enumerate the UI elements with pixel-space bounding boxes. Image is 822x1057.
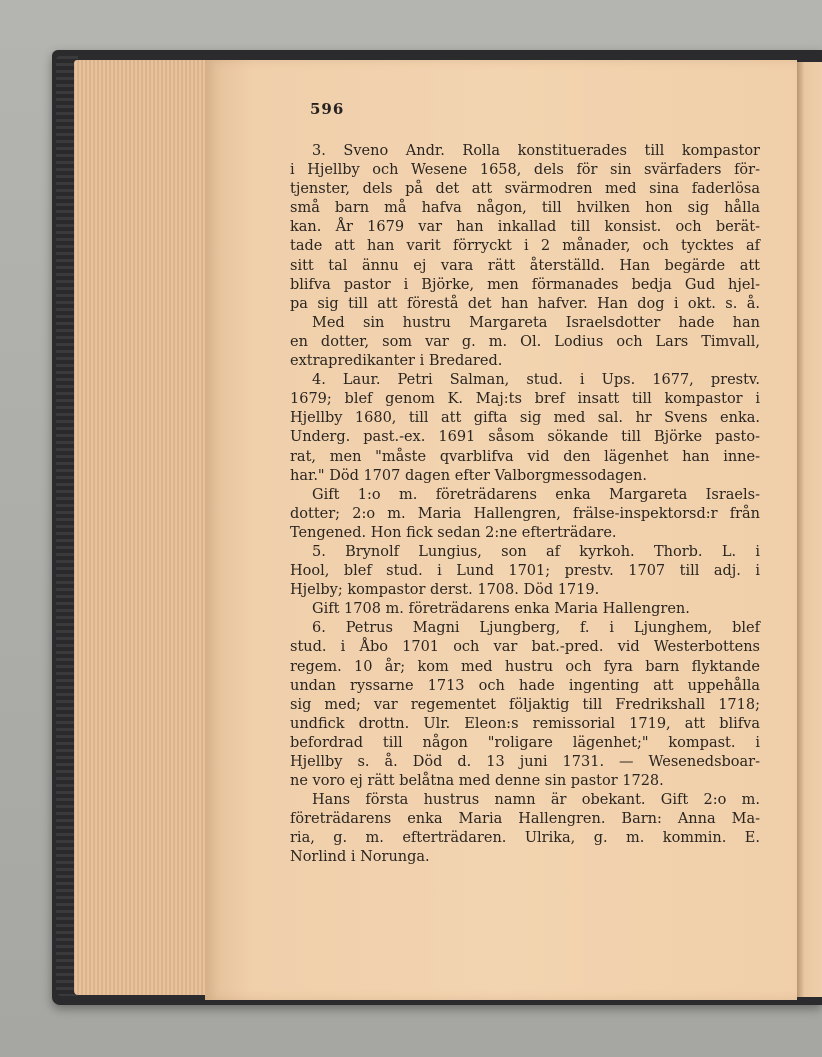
text-line: Med sin hustru Margareta Israelsdotter hade han <box>312 314 760 331</box>
text-line: sitt tal ännu ej vara rätt återställd. Han begärde att <box>290 257 760 274</box>
text-line: kan. År 1679 var han inkallad till konsist. och berät- <box>290 219 760 236</box>
text-line: ria, g. m. efterträdaren. Ulrika, g. m. kommin. E. <box>290 830 760 847</box>
text-line: Hool, blef stud. i Lund 1701; prestv. 1707 till adj. i <box>290 563 760 580</box>
page-number: 596 <box>310 100 345 118</box>
text-line: Gift 1708 m. företrädarens enka Maria Hallengren. <box>312 601 690 618</box>
text-line: regem. 10 år; kom med hustru och fyra barn flyktande <box>290 658 760 675</box>
text-line: undfick drottn. Ulr. Eleon:s remissorial 1719, att blifva <box>290 715 760 732</box>
text-line: Gift 1:o m. företrädarens enka Margareta Israels- <box>312 486 760 503</box>
text-line: tjenster, dels på det att svärmodren med sina faderlösa <box>290 181 760 198</box>
text-line: har." Död 1707 dagen efter Valborgmessodagen. <box>290 467 647 484</box>
text-line: extrapredikanter i Bredared. <box>290 353 503 370</box>
text-line: Norlind i Norunga. <box>290 849 430 866</box>
text-line: en dotter, som var g. m. Ol. Lodius och Lars Timvall, <box>290 333 760 350</box>
text-line: undan ryssarne 1713 och hade ingenting att uppehålla <box>290 677 760 694</box>
text-line: dotter; 2:o m. Maria Hallengren, frälse-inspektorsd:r från <box>290 505 760 522</box>
text-line: i Hjellby och Wesene 1658, dels för sin svärfaders för- <box>290 162 760 179</box>
text-line: ne voro ej rätt belåtna med denne sin pastor 1728. <box>290 773 664 790</box>
text-line: 1679; blef genom K. Maj:ts bref insatt till kompastor i <box>290 391 760 408</box>
text-line: 5. Brynolf Lungius, son af kyrkoh. Thorb. L. i <box>312 543 760 560</box>
text-line: 4. Laur. Petri Salman, stud. i Ups. 1677, prestv. <box>312 372 760 389</box>
text-line: företrädarens enka Maria Hallengren. Barn: Anna Ma- <box>290 811 760 828</box>
text-line: 3. Sveno Andr. Rolla konstituerades till kompastor <box>312 143 760 159</box>
text-line: Hjellby 1680, till att gifta sig med sal. hr Svens enka. <box>290 410 760 427</box>
text-body <box>290 142 760 868</box>
text-line: sig med; var regementet följaktig till Fredrikshall 1718; <box>290 696 760 713</box>
text-line: pa sig till att förestå det han hafver. Han dog i okt. s. å. <box>290 295 760 312</box>
text-line: Tengened. Hon fick sedan 2:ne efterträdare. <box>290 524 617 541</box>
text-line: rat, men "måste qvarblifva vid den lägenhet han inne- <box>290 448 760 465</box>
text-line: tade att han varit förryckt i 2 månader, och tycktes af <box>290 238 760 255</box>
page-edges-stack <box>74 60 214 995</box>
text-line: Underg. past.-ex. 1691 såsom sökande till Björke pasto- <box>290 429 760 446</box>
text-line: Hjellby s. å. Död d. 13 juni 1731. — Wesenedsboar- <box>290 754 760 770</box>
text-line: Hjelby; kompastor derst. 1708. Död 1719. <box>290 582 600 599</box>
page-text <box>290 100 760 868</box>
text-line: 6. Petrus Magni Ljungberg, f. i Ljunghem, blef <box>312 620 760 637</box>
facing-page-edge <box>797 62 822 997</box>
text-line: stud. i Åbo 1701 och var bat.-pred. vid Westerbottens <box>290 639 760 656</box>
text-line: Hans första hustrus namn är obekant. Gift 2:o m. <box>312 792 760 809</box>
text-line: befordrad till någon "roligare lägenhet;" kompast. i <box>290 734 760 751</box>
text-line: små barn må hafva någon, till hvilken hon sig hålla <box>290 200 760 217</box>
text-line: blifva pastor i Björke, men förmanades bedja Gud hjel- <box>290 276 760 293</box>
